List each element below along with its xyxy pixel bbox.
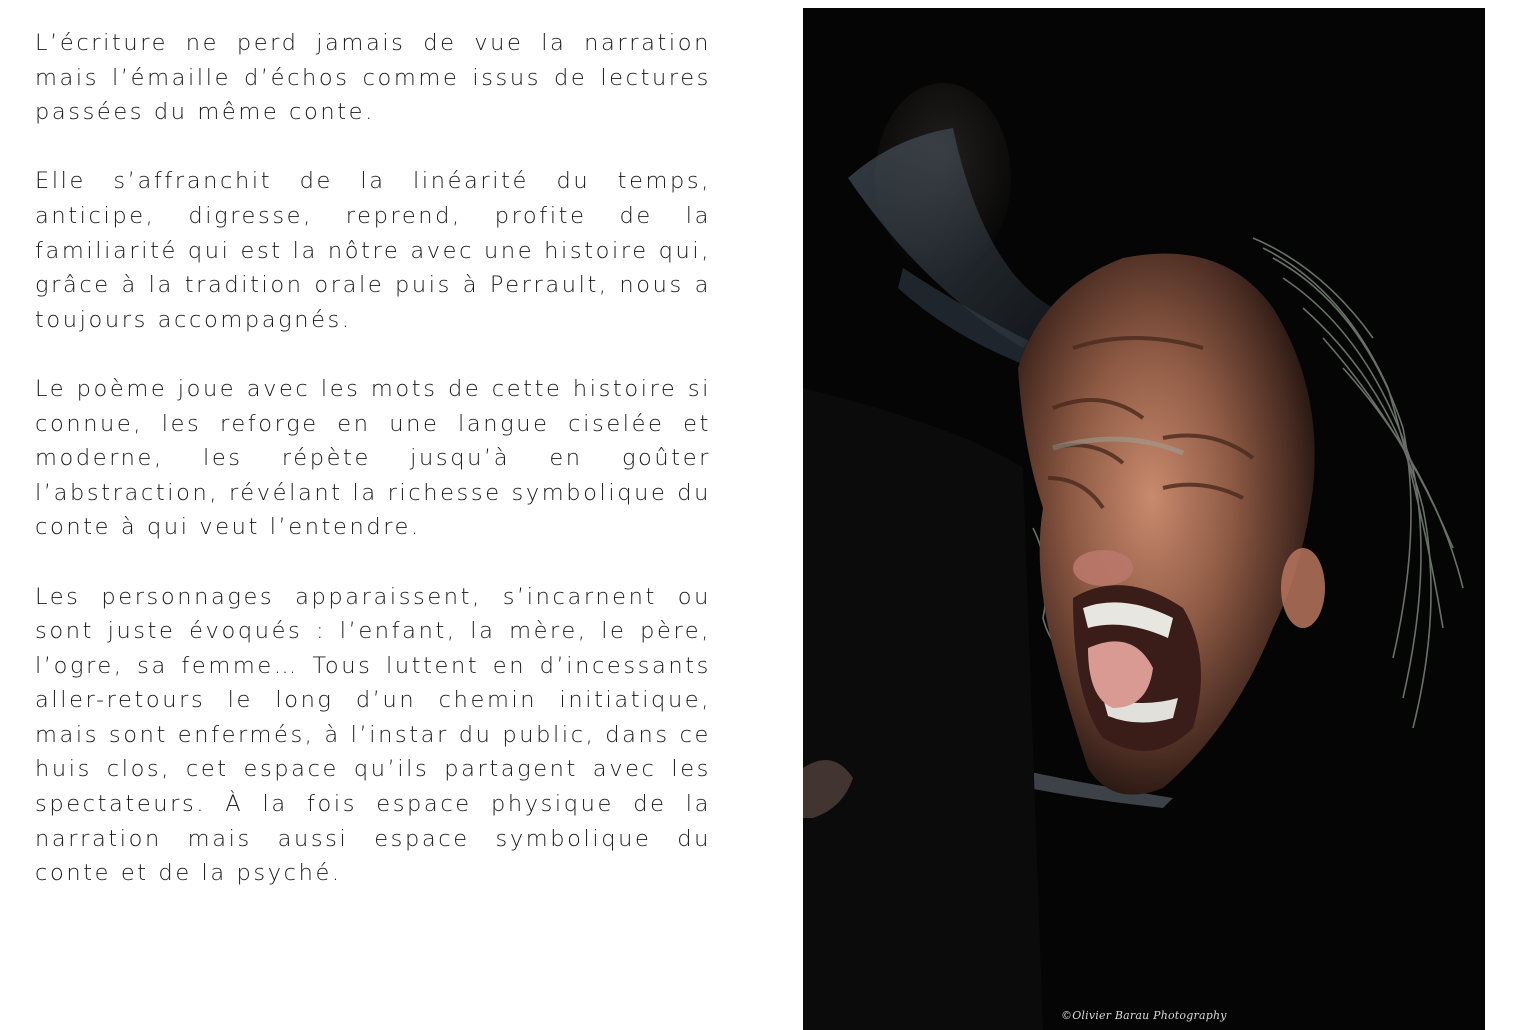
paragraph-characters: Les personnages apparaissent, s’incarnent ou sont juste évoqués : l’enfant, la mère, le père, l’ogre, sa femme… Tous luttent en d’incessants aller-retours le long d’un chemin initiatique, mais sont enfermés, à l’instar du public, dans ce huis clos, cet espace qu’ils partagent avec les spectateurs. À la fois espace physique de la narration mais aussi espace symbolique du conte et de la psyché. xyxy=(35,583,711,887)
paragraph-narration: L’écriture ne perd jamais de vue la narration mais l’émaille d’échos comme issus de lectures passées du même conte. xyxy=(35,30,711,126)
article-text xyxy=(35,26,711,925)
paragraph-poem: Le poème joue avec les mots de cette histoire si connue, les reforge en une langue ciselée et moderne, les répète jusqu’à en goûter l’abstraction, révélant la richesse symbolique du conte à qui veut l’entendre. xyxy=(35,375,711,541)
photo-credit: ©Olivier Barau Photography xyxy=(1061,1009,1227,1022)
ogre-mask-illustration xyxy=(803,8,1485,1030)
ogre-mask-photo xyxy=(803,8,1485,1030)
paragraph-time: Elle s’affranchit de la linéarité du temps, anticipe, digresse, reprend, profite de la familiarité qui est la nôtre avec une histoire qui, grâce à la tradition orale puis à Perrault, nous a toujours accompagnés. xyxy=(35,168,711,333)
